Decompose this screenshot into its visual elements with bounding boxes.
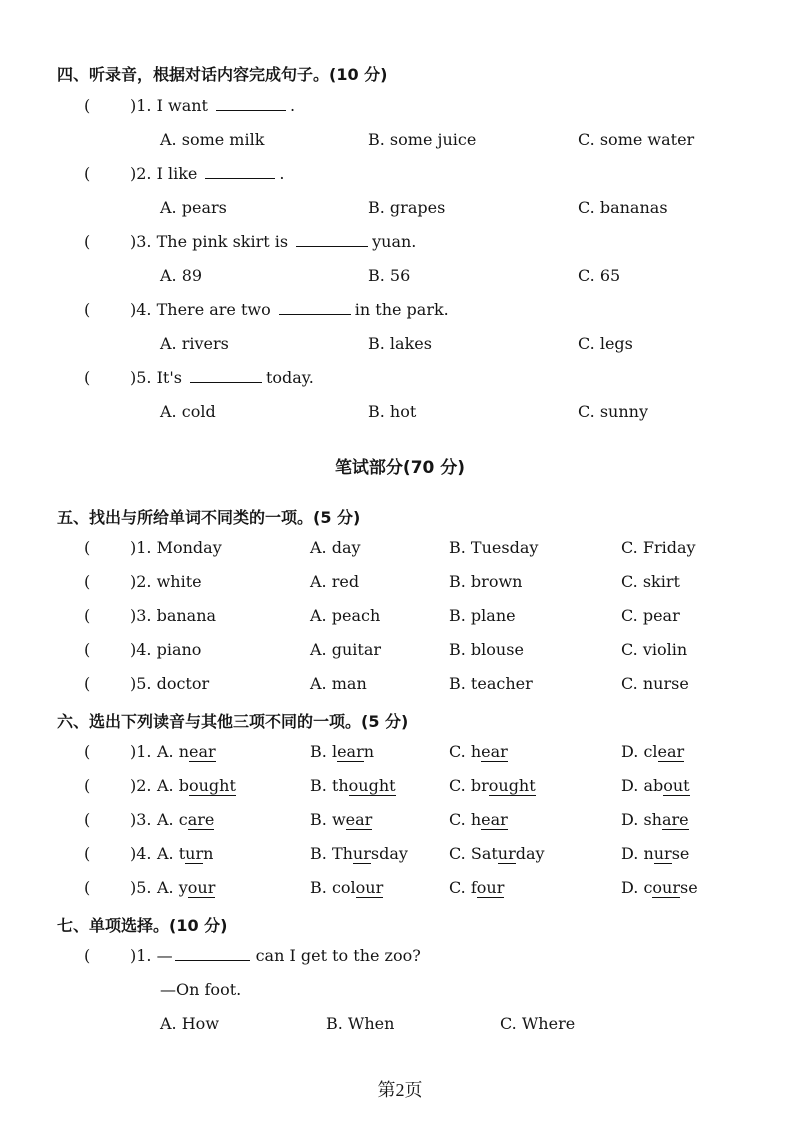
option-c[interactable]: C. skirt (621, 572, 680, 591)
option-c[interactable]: C. sunny (578, 402, 649, 421)
word-part: th (331, 776, 349, 795)
option-letter: B. (310, 776, 327, 795)
options-row (0, 264, 800, 288)
options-row (0, 332, 800, 356)
word-part: br (470, 776, 489, 795)
underlined-letters: ur (352, 844, 371, 863)
word-part: se (680, 878, 698, 897)
word-part: h (470, 810, 482, 829)
option-d[interactable] (621, 740, 684, 764)
underlined-letters: are (187, 810, 215, 829)
underlined-letters: ur (653, 844, 672, 863)
question-row (0, 162, 800, 186)
option-letter: D. (621, 810, 639, 829)
option-a[interactable] (157, 808, 214, 832)
word-part: t (178, 844, 186, 863)
word-part: n (363, 742, 375, 761)
word-part: se (671, 844, 690, 863)
underlined-letters: ur (497, 844, 516, 863)
word-part: n (178, 742, 190, 761)
answer-paren[interactable]: ( (84, 640, 91, 659)
question-number: )5. (130, 878, 152, 897)
underlined-letters: out (663, 776, 690, 795)
option-letter: B. (310, 742, 327, 761)
option-b[interactable]: B. hot (368, 402, 417, 421)
answer-paren[interactable]: ( (84, 878, 91, 897)
underlined-letters: ought (188, 776, 236, 795)
option-b[interactable]: B. Tuesday (449, 538, 539, 557)
option-a[interactable]: A. cold (160, 402, 216, 421)
question-number: )4. (130, 844, 152, 863)
option-a[interactable] (157, 876, 215, 900)
option-c[interactable]: C. violin (621, 640, 688, 659)
word-part: w (331, 810, 346, 829)
underlined-letters: our (187, 878, 216, 897)
option-a[interactable]: A. rivers (160, 334, 229, 353)
option-a[interactable]: A. 89 (160, 266, 203, 285)
option-letter: B. (310, 810, 327, 829)
option-a[interactable]: A. peach (310, 606, 381, 625)
question-row (0, 536, 800, 560)
underlined-letters: our (476, 878, 505, 897)
question-stem (130, 94, 295, 118)
answer-paren[interactable]: ( (84, 368, 91, 387)
question-row (0, 604, 800, 628)
answer-paren[interactable]: ( (84, 946, 91, 965)
option-letter: A. (157, 742, 174, 761)
option-letter: D. (621, 776, 639, 795)
underlined-letters: ear (337, 742, 364, 761)
option-c[interactable]: C. bananas (578, 198, 668, 217)
option-b[interactable] (310, 842, 408, 866)
stem-text: . (289, 96, 296, 115)
question-number: )2. (130, 776, 152, 795)
underlined-letters: ear (481, 810, 508, 829)
word-part: cl (643, 742, 658, 761)
word-part: f (470, 878, 477, 897)
stem-text: today. (265, 368, 314, 387)
answer-paren[interactable]: ( (84, 232, 91, 251)
word-part: Th (331, 844, 353, 863)
option-c[interactable] (449, 876, 504, 900)
option-letter: A. (157, 776, 174, 795)
underlined-letters: ear (657, 742, 685, 761)
underlined-letters: are (661, 810, 689, 829)
answer-paren[interactable]: ( (84, 96, 91, 115)
option-a[interactable] (157, 842, 213, 866)
answer-paren[interactable]: ( (84, 674, 91, 693)
answer-paren[interactable]: ( (84, 538, 91, 557)
option-b[interactable] (310, 808, 372, 832)
option-c[interactable]: C. pear (621, 606, 680, 625)
question-stem (130, 944, 421, 968)
stem-text: )1. I want (130, 96, 208, 115)
answer-paren[interactable]: ( (84, 300, 91, 319)
question-stem: )3. banana (130, 606, 217, 625)
option-c[interactable]: C. some water (578, 130, 695, 149)
option-b[interactable] (310, 774, 396, 798)
answer-paren[interactable]: ( (84, 164, 91, 183)
option-b[interactable]: B. blouse (449, 640, 524, 659)
stem-text: in the park. (354, 300, 449, 319)
answer-blank[interactable] (279, 298, 351, 315)
option-b[interactable] (310, 740, 374, 764)
options-row (0, 196, 800, 220)
option-c[interactable]: C. legs (578, 334, 633, 353)
option-a[interactable]: A. man (310, 674, 367, 693)
word-part: y (178, 878, 188, 897)
word-part: c (643, 878, 653, 897)
stem-text: yuan. (372, 232, 417, 251)
option-letter: C. (449, 776, 466, 795)
option-a[interactable]: A. red (310, 572, 360, 591)
underlined-letters: ur (185, 844, 204, 863)
options-row (0, 128, 800, 152)
option-d[interactable] (621, 774, 690, 798)
page-number: 第2页 (377, 1080, 423, 1100)
question-row (0, 638, 800, 662)
word-part: sh (643, 810, 662, 829)
written-part-title: 笔试部分(70 分) (334, 458, 466, 478)
word-part: Sat (470, 844, 498, 863)
stem-text: . (279, 164, 285, 183)
option-c[interactable]: C. nurse (621, 674, 689, 693)
stem-text: )2. I like (130, 164, 198, 183)
underlined-letters: ear (481, 742, 508, 761)
answer-paren[interactable]: ( (84, 844, 91, 863)
underlined-letters: our (355, 878, 384, 897)
question-row (0, 570, 800, 594)
option-a[interactable]: A. day (310, 538, 361, 557)
underlined-letters: ought (348, 776, 396, 795)
question-stem (130, 366, 314, 390)
option-b[interactable]: B. brown (449, 572, 523, 591)
option-letter: C. (449, 844, 466, 863)
question-number: )3. (130, 810, 152, 829)
question-row (0, 230, 800, 254)
option-d[interactable] (621, 808, 689, 832)
question-stem (130, 230, 416, 254)
option-letter: D. (621, 742, 639, 761)
answer-paren[interactable]: ( (84, 742, 91, 761)
question-row (0, 740, 800, 764)
option-b[interactable]: B. 56 (368, 266, 411, 285)
word-part: sday (370, 844, 408, 863)
word-part: n (643, 844, 654, 863)
answer-blank[interactable] (190, 366, 262, 383)
option-c[interactable]: C. Friday (621, 538, 696, 557)
stem-text: )3. The pink skirt is (130, 232, 289, 251)
answer-blank[interactable] (205, 162, 275, 179)
option-letter: C. (449, 810, 466, 829)
stem-text: )1. — (130, 946, 173, 965)
option-a[interactable]: A. pears (160, 198, 227, 217)
reply-text: —On foot. (160, 980, 242, 999)
option-letter: A. (157, 810, 174, 829)
question-row (0, 842, 800, 866)
section7-title: 七、单项选择。(10 分) (57, 916, 228, 935)
stem-text: )5. It's (130, 368, 182, 387)
word-part: day (515, 844, 545, 863)
option-a[interactable]: A. How (160, 1014, 220, 1033)
option-letter: C. (449, 878, 466, 897)
option-letter: D. (621, 844, 639, 863)
option-b[interactable]: B. some juice (368, 130, 477, 149)
option-b[interactable]: B. plane (449, 606, 516, 625)
answer-blank[interactable] (296, 230, 368, 247)
question-row (0, 808, 800, 832)
question-stem: )5. doctor (130, 674, 210, 693)
word-part: col (331, 878, 356, 897)
word-part: c (178, 810, 188, 829)
underlined-letters: ear (345, 810, 373, 829)
word-part: h (470, 742, 482, 761)
option-c[interactable] (449, 774, 536, 798)
option-a[interactable]: A. guitar (310, 640, 382, 659)
option-b[interactable]: B. When (326, 1014, 395, 1033)
option-a[interactable] (157, 740, 216, 764)
question-row (0, 366, 800, 390)
option-d[interactable] (621, 842, 689, 866)
question-row (0, 298, 800, 322)
question-number: )1. (130, 742, 152, 761)
answer-paren[interactable]: ( (84, 810, 91, 829)
option-a[interactable]: A. some milk (160, 130, 265, 149)
options-row (0, 400, 800, 424)
option-c[interactable]: C. 65 (578, 266, 621, 285)
answer-blank[interactable] (216, 94, 286, 111)
option-letter: C. (449, 742, 466, 761)
underlined-letters: ear (189, 742, 216, 761)
option-d[interactable] (621, 876, 698, 900)
stem-text: )4. There are two (130, 300, 271, 319)
option-c[interactable] (449, 808, 508, 832)
option-c[interactable]: C. Where (500, 1014, 576, 1033)
option-letter: B. (310, 844, 327, 863)
options-row (0, 1012, 800, 1036)
answer-blank[interactable] (175, 944, 250, 961)
question-stem (130, 298, 449, 322)
question-row (0, 944, 800, 968)
option-letter: B. (310, 878, 327, 897)
section6-title: 六、选出下列读音与其他三项不同的一项。(5 分) (57, 712, 409, 731)
word-part: n (203, 844, 214, 863)
option-letter: A. (157, 878, 174, 897)
option-a[interactable] (157, 774, 236, 798)
answer-paren[interactable]: ( (84, 776, 91, 795)
word-part: l (331, 742, 338, 761)
question-row (0, 672, 800, 696)
question-row (0, 876, 800, 900)
option-letter: A. (157, 844, 174, 863)
option-b[interactable]: B. teacher (449, 674, 533, 693)
underlined-letters: our (652, 878, 680, 897)
question-stem: )1. Monday (130, 538, 222, 557)
option-c[interactable] (449, 842, 545, 866)
section4-title: 四、听录音，根据对话内容完成句子。(10 分) (57, 65, 388, 84)
question-stem: )4. piano (130, 640, 202, 659)
reply-row (0, 978, 800, 1002)
word-part: ab (643, 776, 664, 795)
answer-paren[interactable]: ( (84, 606, 91, 625)
section5-title: 五、找出与所给单词不同类的一项。(5 分) (57, 508, 361, 527)
option-letter: D. (621, 878, 639, 897)
option-b[interactable]: B. lakes (368, 334, 432, 353)
stem-text: can I get to the zoo? (255, 946, 421, 965)
question-row (0, 774, 800, 798)
option-c[interactable] (449, 740, 508, 764)
question-row (0, 94, 800, 118)
question-stem: )2. white (130, 572, 202, 591)
option-b[interactable]: B. grapes (368, 198, 446, 217)
word-part: b (178, 776, 189, 795)
option-b[interactable] (310, 876, 383, 900)
answer-paren[interactable]: ( (84, 572, 91, 591)
underlined-letters: ought (488, 776, 536, 795)
question-stem (130, 162, 285, 186)
